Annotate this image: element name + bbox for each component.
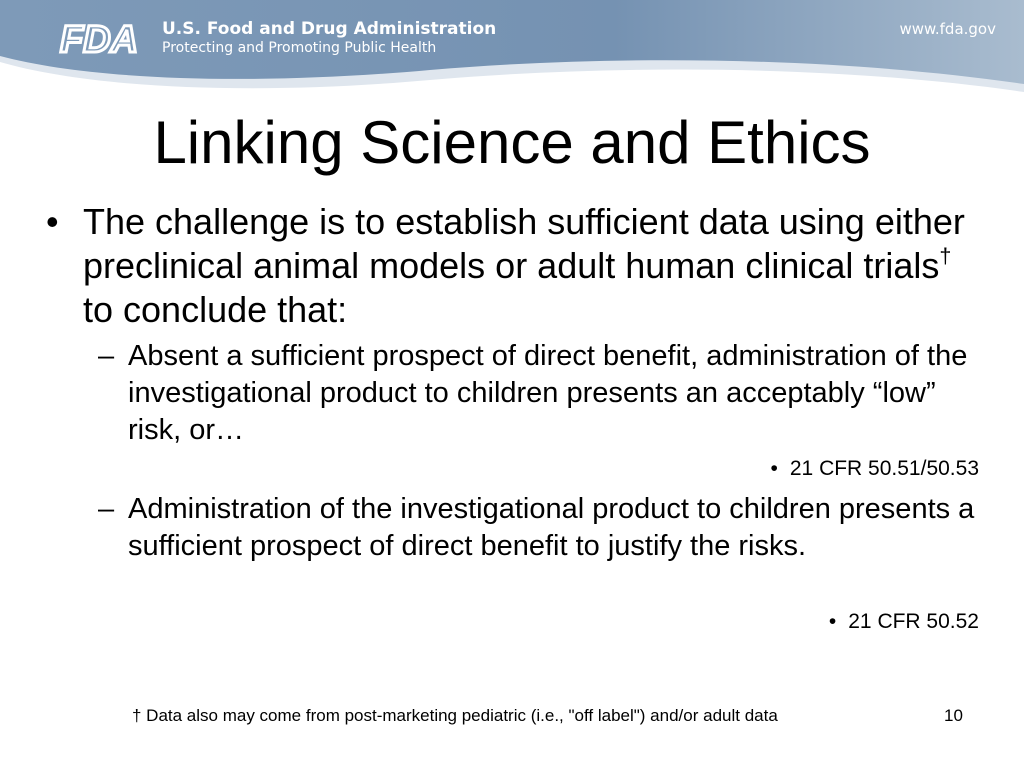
main-bullet-text-start: The challenge is to establish sufficient data using either preclinical animal models or adult human clinical trials — [83, 201, 965, 286]
fda-logo — [52, 18, 146, 58]
sub-bullet-1 — [98, 338, 988, 449]
page-number: 10 — [944, 706, 963, 725]
slide-title: Linking Science and Ethics — [153, 109, 871, 176]
citation-1 — [771, 456, 979, 482]
citation-1-text: 21 CFR 50.51/50.53 — [789, 457, 979, 480]
bullet-marker: • — [46, 201, 59, 242]
citation-2-text: 21 CFR 50.52 — [848, 610, 979, 633]
header-banner — [0, 0, 1024, 110]
dash-marker: – — [98, 340, 115, 372]
sub-bullet-2 — [98, 491, 988, 565]
dagger-superscript: † — [939, 242, 952, 268]
agency-name: U.S. Food and Drug Administration — [162, 19, 497, 39]
citation-2 — [829, 609, 979, 635]
sub-bullet-1-text: Absent a sufficient prospect of direct benefit, administration of the investigational product to children presents an acceptably “low” risk, or… — [128, 340, 968, 446]
footnote: † Data also may come from post-marketing pediatric (i.e., "off label") and/or adult data — [132, 706, 778, 725]
main-bullet-text-end: to conclude that: — [83, 289, 348, 330]
sub-bullet-2-text: Administration of the investigational product to children presents a sufficient prospect of direct benefit to justify the risks. — [128, 493, 975, 562]
site-url[interactable]: www.fda.gov — [899, 20, 996, 38]
main-bullet — [46, 200, 986, 332]
citation-bullet: • — [828, 610, 837, 633]
citation-bullet: • — [770, 457, 778, 480]
fda-logo-text: FDA — [59, 19, 139, 58]
main-bullet-text — [83, 200, 986, 332]
dash-marker: – — [98, 493, 115, 525]
header-background — [0, 0, 1024, 110]
agency-tagline: Protecting and Promoting Public Health — [162, 40, 437, 56]
